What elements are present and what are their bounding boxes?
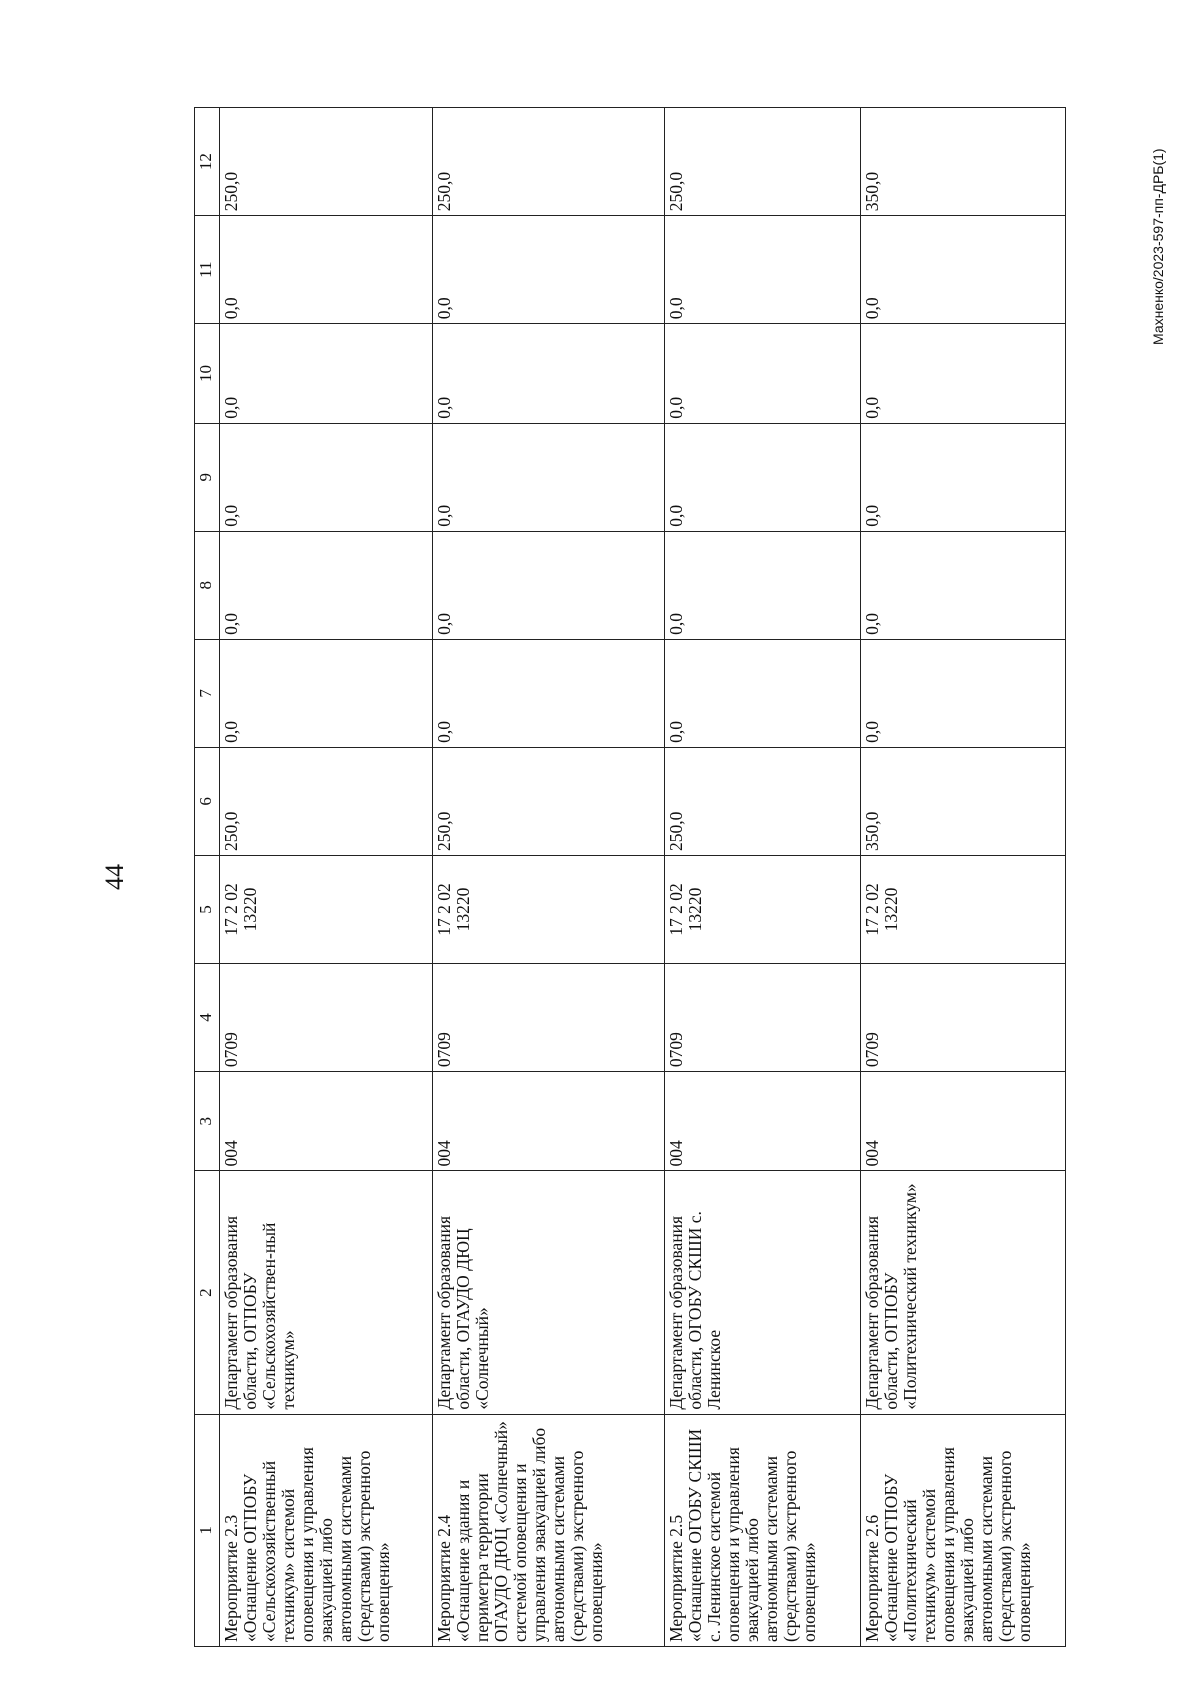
amount-cell: 0,0 [861,531,1066,639]
column-header: 12 [195,108,220,216]
grbs-code-cell: 004 [433,1072,665,1171]
column-header: 9 [195,423,220,531]
page-number: 44 [100,864,129,890]
amount-cell: 250,0 [220,108,433,216]
amount-cell: 0,0 [433,531,665,639]
grbs-code-cell: 004 [861,1072,1066,1171]
column-header: 8 [195,531,220,639]
column-header: 2 [195,1171,220,1414]
amount-cell: 0,0 [665,639,861,747]
amount-cell: 0,0 [220,639,433,747]
executor-cell: Департамент образования области, ОГАУДО ДЮЦ «Солнечный» [433,1171,665,1414]
amount-cell: 0,0 [433,324,665,423]
event-cell: Мероприятие 2.3 «Оснащение ОГПОБУ «Сельскохозяйственный техникум» системой оповещения и управления эвакуацией либо автономными системами (средствами) экстренного оповещения» [220,1414,433,1646]
section-code-cell: 0709 [665,964,861,1072]
amount-cell: 0,0 [433,639,665,747]
amount-cell: 250,0 [433,747,665,855]
table-row [220,108,433,1647]
amount-cell: 350,0 [861,108,1066,216]
amount-cell: 0,0 [665,531,861,639]
column-header: 6 [195,747,220,855]
amount-cell: 0,0 [665,423,861,531]
amount-cell: 0,0 [665,324,861,423]
column-header: 11 [195,216,220,324]
section-code-cell: 0709 [861,964,1066,1072]
target-article-cell: 17 2 02 13220 [433,855,665,963]
rotated-table-container [194,107,1062,1647]
amount-cell: 0,0 [433,216,665,324]
amount-cell: 250,0 [433,108,665,216]
section-code-cell: 0709 [220,964,433,1072]
event-cell: Мероприятие 2.6 «Оснащение ОГПОБУ «Политехнический техникум» системой оповещения и управления эвакуацией либо автономными системами (средствами) экстренного оповещения» [861,1414,1066,1646]
executor-cell: Департамент образования области, ОГОБУ СКШИ с. Ленинское [665,1171,861,1414]
funding-table [194,107,1066,1647]
amount-cell: 0,0 [861,423,1066,531]
section-code-cell: 0709 [433,964,665,1072]
amount-cell: 250,0 [665,747,861,855]
executor-cell: Департамент образования области, ОГПОБУ «Сельскохозяйствен-ный техникум» [220,1171,433,1414]
column-header: 5 [195,855,220,963]
amount-cell: 0,0 [220,531,433,639]
column-header: 1 [195,1414,220,1646]
table-row [861,108,1066,1647]
document-file-id: Махненко/2023-597-пп-ДРБ(1) [1150,148,1166,345]
amount-cell: 0,0 [861,324,1066,423]
table-row [433,108,665,1647]
column-header: 3 [195,1072,220,1171]
column-header: 10 [195,324,220,423]
grbs-code-cell: 004 [665,1072,861,1171]
executor-cell: Департамент образования области, ОГПОБУ «Политехнический техникум» [861,1171,1066,1414]
amount-cell: 250,0 [665,108,861,216]
target-article-cell: 17 2 02 13220 [220,855,433,963]
column-header: 4 [195,964,220,1072]
event-cell: Мероприятие 2.4 «Оснащение здания и периметра территории ОГАУДО ДЮЦ «Солнечный» системой оповещения и управления эвакуацией либо автономными системами (средствами) экстренного оповещения» [433,1414,665,1646]
amount-cell: 0,0 [220,216,433,324]
amount-cell: 0,0 [220,423,433,531]
target-article-cell: 17 2 02 13220 [665,855,861,963]
header-row [195,108,220,1647]
amount-cell: 0,0 [861,216,1066,324]
amount-cell: 0,0 [665,216,861,324]
amount-cell: 350,0 [861,747,1066,855]
amount-cell: 0,0 [861,639,1066,747]
table-row [665,108,861,1647]
amount-cell: 0,0 [220,324,433,423]
amount-cell: 0,0 [433,423,665,531]
grbs-code-cell: 004 [220,1072,433,1171]
amount-cell: 250,0 [220,747,433,855]
column-header: 7 [195,639,220,747]
event-cell: Мероприятие 2.5 «Оснащение ОГОБУ СКШИ с. Ленинское системой оповещения и управления эвакуацией либо автономными системами (средствами) экстренного оповещения» [665,1414,861,1646]
target-article-cell: 17 2 02 13220 [861,855,1066,963]
